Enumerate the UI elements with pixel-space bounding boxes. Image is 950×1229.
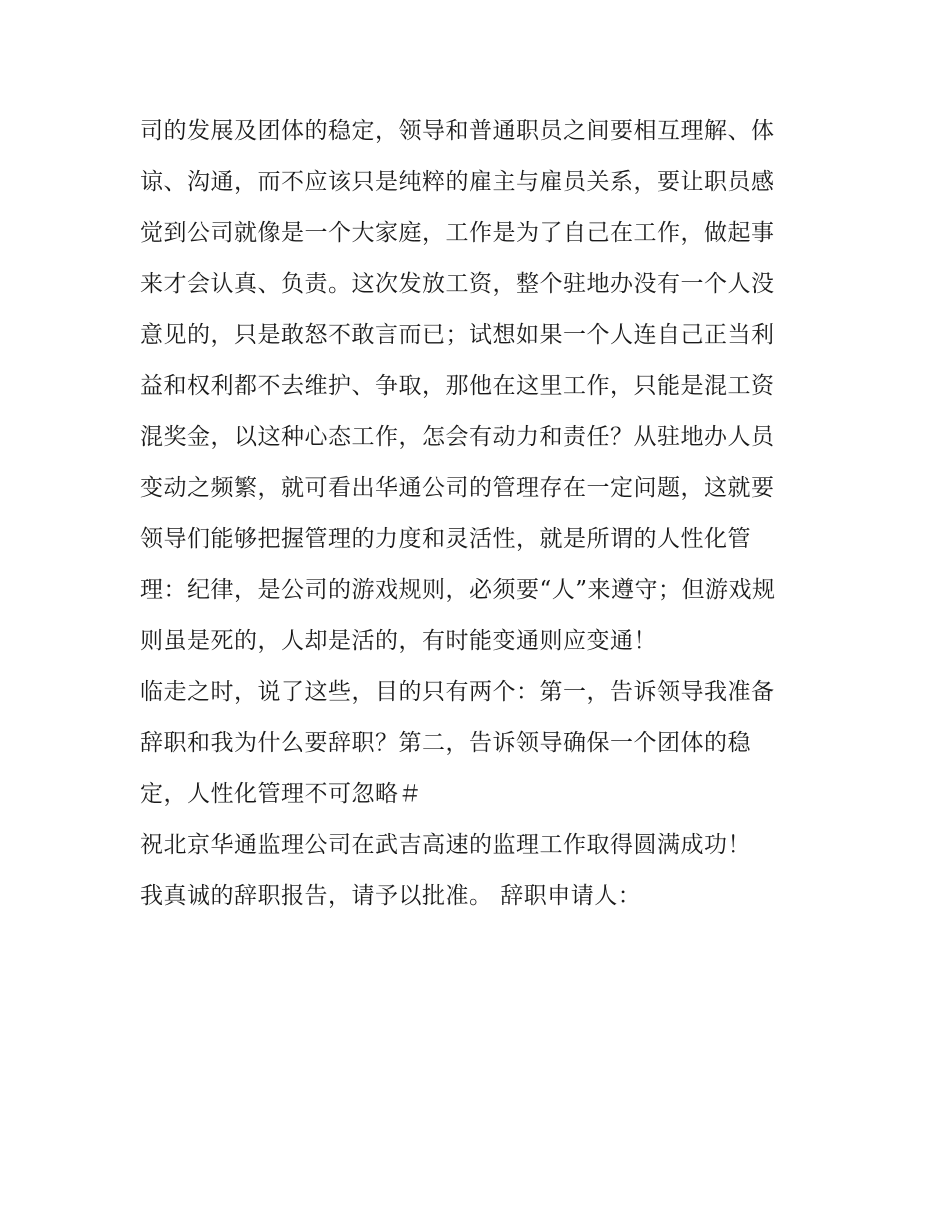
text-line-16: 我真诚的辞职报告，请予以批准。 辞职申请人： bbox=[140, 883, 642, 909]
text-line-5: 意见的，只是敢怒不敢言而已；试想如果一个人连自己正当利 bbox=[140, 322, 775, 348]
text-line-10: 理：纪律，是公司的游戏规则，必须要“人”来遵守；但游戏规 bbox=[140, 577, 776, 603]
text-line-3: 觉到公司就像是一个大家庭，工作是为了自己在工作，做起事 bbox=[140, 220, 775, 246]
text-line-13: 辞职和我为什么要辞职？第二，告诉领导确保一个团体的稳 bbox=[140, 730, 751, 756]
text-line-15: 祝北京华通监理公司在武吉高速的监理工作取得圆满成功！ bbox=[140, 832, 751, 858]
text-line-2: 谅、沟通，而不应该只是纯粹的雇主与雇员关系，要让职员感 bbox=[140, 169, 775, 195]
document-body bbox=[140, 106, 820, 922]
text-line-8: 变动之频繁，就可看出华通公司的管理存在一定问题，这就要 bbox=[140, 475, 775, 501]
text-line-14: 定，人性化管理不可忽略＃ bbox=[140, 781, 422, 807]
text-line-7: 混奖金，以这种心态工作，怎会有动力和责任？从驻地办人员 bbox=[140, 424, 775, 450]
text-line-12: 临走之时，说了这些，目的只有两个：第一，告诉领导我准备 bbox=[140, 679, 775, 705]
text-line-11: 则虽是死的，人却是活的，有时能变通则应变通！ bbox=[140, 628, 657, 654]
text-line-1: 司的发展及团体的稳定，领导和普通职员之间要相互理解、体 bbox=[140, 118, 775, 144]
text-line-4: 来才会认真、负责。这次发放工资，整个驻地办没有一个人没 bbox=[140, 271, 775, 297]
text-line-9: 领导们能够把握管理的力度和灵活性，就是所谓的人性化管 bbox=[140, 526, 751, 552]
text-line-6: 益和权利都不去维护、争取，那他在这里工作，只能是混工资 bbox=[140, 373, 775, 399]
